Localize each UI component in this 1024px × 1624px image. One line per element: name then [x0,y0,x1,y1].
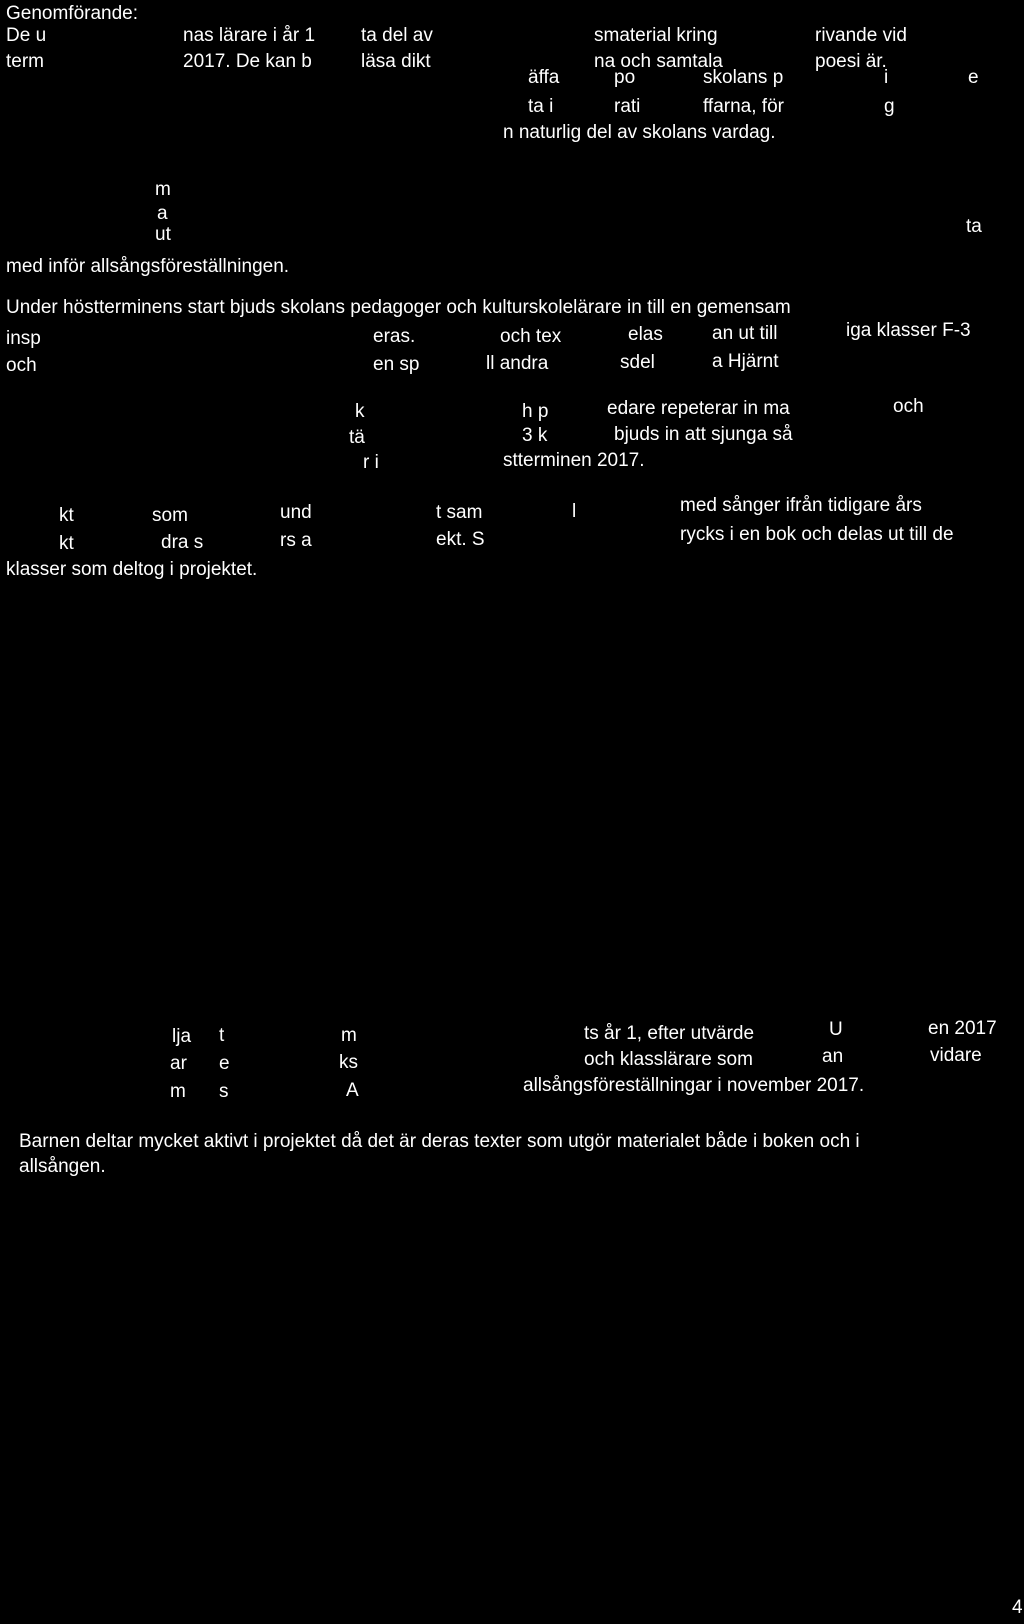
text-fragment: ta del av [361,25,433,46]
text-fragment: ut [155,224,171,245]
text-fragment: tä [349,427,365,448]
page-number: 4 [1012,1597,1023,1618]
text-fragment: ll andra [486,353,549,374]
text-fragment: na och samtala [594,51,723,72]
text-fragment: A [346,1080,359,1101]
text-fragment: De u [6,25,47,46]
text-fragment: ks [339,1052,358,1073]
text-fragment: stterminen 2017. [503,450,645,471]
text-fragment: g [884,96,895,117]
text-fragment: rycks i en bok och delas ut till de [680,524,954,545]
text-fragment: äffa [528,67,560,88]
text-fragment: kt [59,505,74,526]
text-fragment: dra s [161,532,204,553]
text-fragment: l [572,501,577,522]
text-fragment: a [157,203,168,224]
text-fragment: rs a [280,530,312,551]
text-fragment: t [219,1025,225,1046]
text-fragment: och [893,396,924,417]
text-fragment: allsångsföreställningar i november 2017. [523,1075,865,1096]
text-fragment: smaterial kring [594,25,718,46]
text-fragment: m [170,1081,186,1102]
text-fragment: och [6,355,37,376]
text-fragment: insp [6,328,41,349]
text-fragment: und [280,502,312,523]
text-fragment: klasser som deltog i projektet. [6,559,258,580]
text-fragment: med inför allsångsföreställningen. [6,256,290,277]
text-fragment: och tex [500,326,562,347]
text-fragment: poesi är. [815,51,887,72]
text-fragment: a Hjärnt [712,351,779,372]
text-fragment: an [822,1046,844,1067]
text-fragment: rati [614,96,641,117]
text-fragment: ta [966,216,982,237]
text-fragment: 3 k [522,425,548,446]
text-fragment: i [884,67,889,88]
text-fragment: Barnen deltar mycket aktivt i projektet då det är deras texter som utgör materialet både i boken och i [19,1131,860,1152]
text-fragment: term [6,51,44,72]
text-fragment: U [829,1019,843,1040]
text-fragment: läsa dikt [361,51,431,72]
text-fragment: ta i [528,96,554,117]
text-fragment: ts år 1, efter utvärde [584,1023,755,1044]
text-fragment: iga klasser F-3 [846,320,971,341]
text-fragment: e [219,1053,230,1074]
text-fragment: allsången. [19,1156,106,1177]
text-fragment: eras. [373,326,416,347]
text-fragment: skolans p [703,67,784,88]
text-fragment: sdel [620,352,655,373]
text-fragment: bjuds in att sjunga så [614,424,793,445]
text-fragment: och klasslärare som [584,1049,753,1070]
text-fragment: kt [59,533,74,554]
text-fragment: k [355,401,365,422]
heading-genomforande: Genomförande: [6,3,139,24]
text-fragment: m [341,1025,357,1046]
text-fragment: n naturlig del av skolans vardag. [503,122,776,143]
text-fragment: ffarna, för [703,96,784,117]
text-fragment: m [155,179,171,200]
text-fragment: en 2017 [928,1018,997,1039]
text-fragment: ekt. S [436,529,485,550]
text-fragment: ar [170,1053,187,1074]
text-fragment: s [219,1081,229,1102]
text-fragment: Under höstterminens start bjuds skolans pedagoger och kulturskolelärare in till en gemensam [6,297,791,318]
text-fragment: nas lärare i år 1 [183,25,316,46]
text-fragment: po [614,67,636,88]
text-fragment: rivande vid [815,25,907,46]
text-fragment: r i [363,452,379,473]
text-fragment: h p [522,401,549,422]
text-fragment: edare repeterar in ma [607,398,790,419]
text-fragment: som [152,505,188,526]
text-fragment: elas [628,324,663,345]
text-fragment: t sam [436,502,483,523]
text-fragment: lja [172,1026,192,1047]
text-fragment: en sp [373,354,420,375]
text-fragment: med sånger ifrån tidigare års [680,495,922,516]
text-fragment: e [968,67,979,88]
text-fragment: an ut till [712,323,778,344]
text-fragment: 2017. De kan b [183,51,312,72]
text-fragment: vidare [930,1045,982,1066]
